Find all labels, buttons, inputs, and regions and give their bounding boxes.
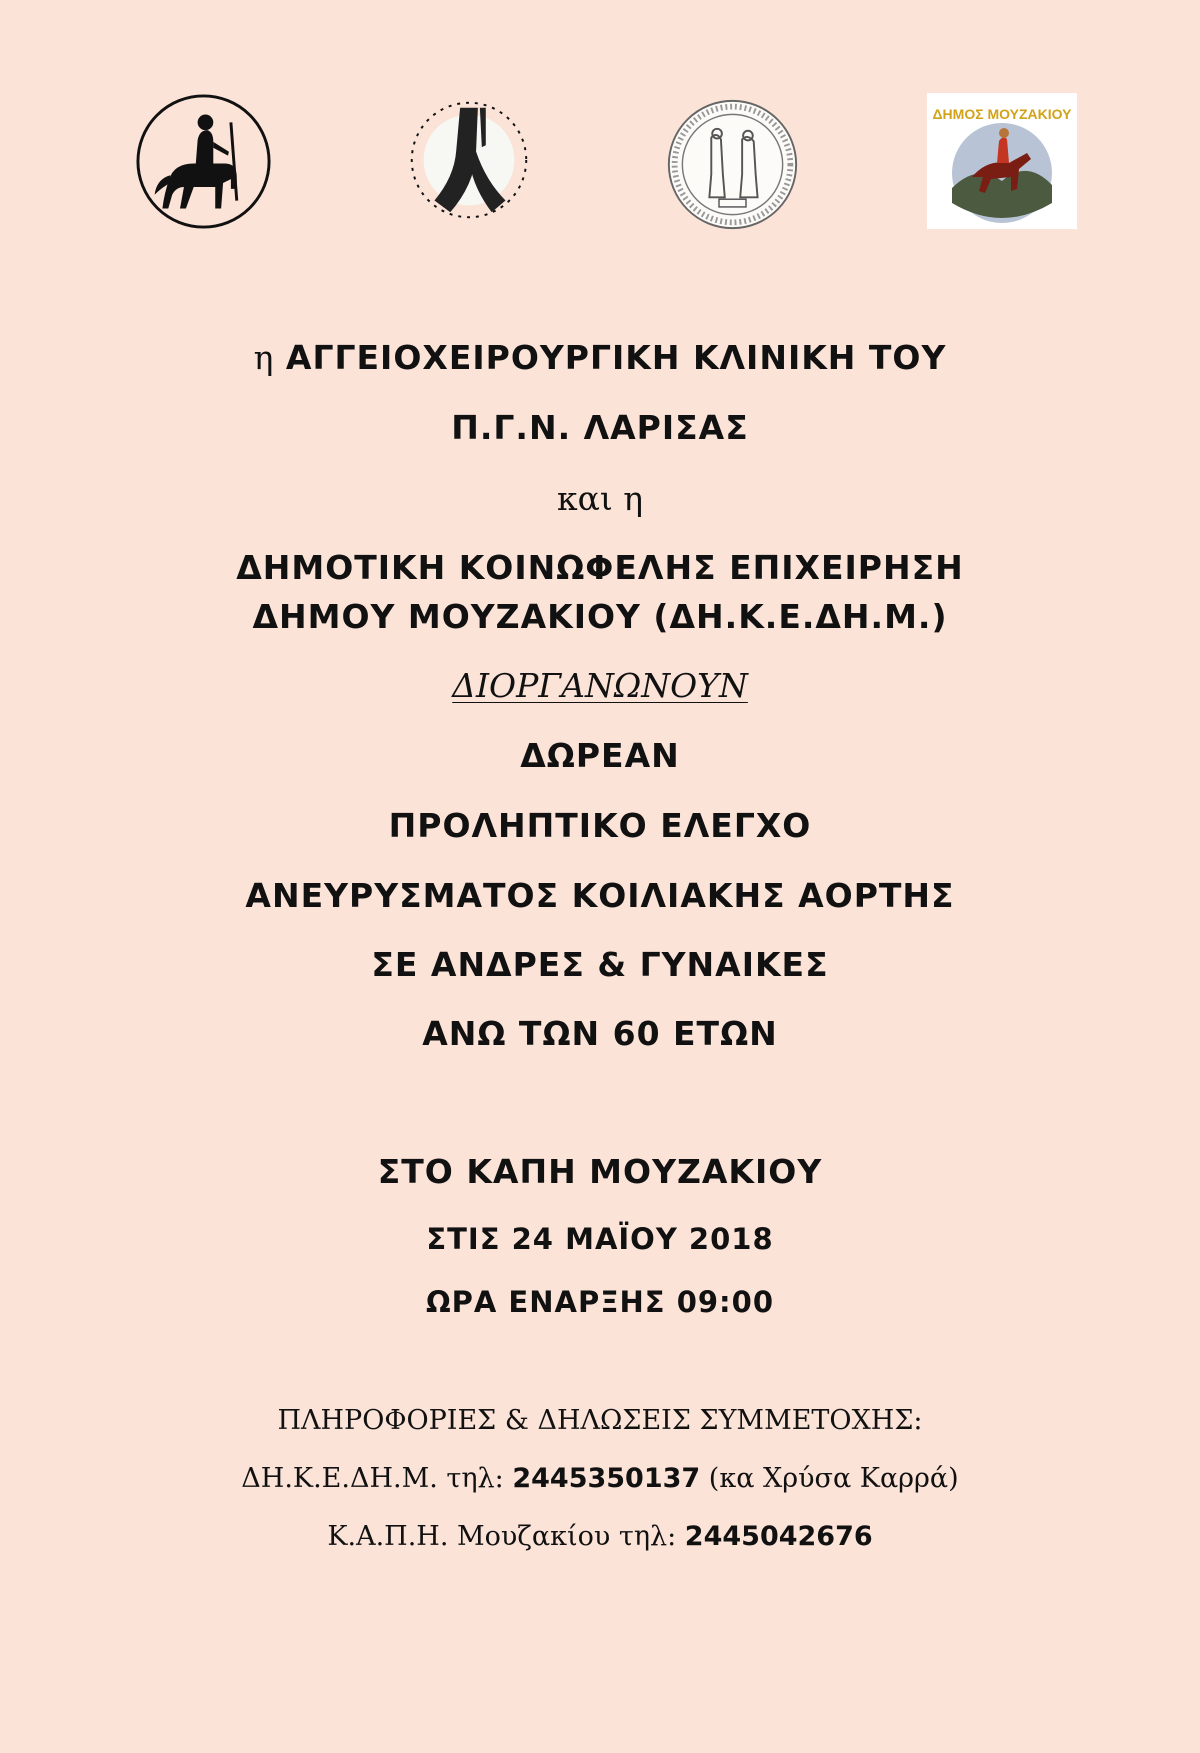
heading-line-1 <box>0 338 1200 377</box>
hospital-name: Π.Γ.Ν. ΛΑΡΙΣΑΣ <box>451 408 749 447</box>
date-label: ΣΤΙΣ 24 ΜΑΪΟΥ 2018 <box>426 1222 774 1256</box>
contact-1-phone: 2445350137 <box>512 1463 701 1494</box>
place-label: ΣΤΟ ΚΑΠΗ ΜΟΥΖΑΚΙΟΥ <box>377 1152 823 1191</box>
organization-name-line-1: ΔΗΜΟΤΙΚΗ ΚΟΙΝΩΦΕΛΗΣ ΕΠΙΧΕΙΡΗΣΗ <box>236 548 964 587</box>
clinic-name: ΑΓΓΕΙΟΧΕΙΡΟΥΡΓΙΚΗ ΚΛΙΝΙΚΗ ΤΟΥ <box>285 338 947 377</box>
svg-text:ΔΗΜΟΣ ΜΟΥΖΑΚΙΟΥ: ΔΗΜΟΣ ΜΟΥΖΑΚΙΟΥ <box>932 106 1072 122</box>
contact-1-note: (κα Χρύσα Καρρά) <box>708 1463 959 1494</box>
connector-text: και η <box>556 479 644 518</box>
contact-1-label: ΔΗ.Κ.Ε.ΔΗ.Μ. τηλ: <box>241 1463 504 1494</box>
contact-line-2 <box>0 1521 1200 1552</box>
university-of-thessaly-centaur-logo <box>135 93 272 230</box>
contact-2-label: Κ.Α.Π.Η. Μουζακίου τηλ: <box>327 1521 677 1552</box>
heading-prefix: η <box>253 338 274 377</box>
contact-line-1 <box>0 1463 1200 1494</box>
contact-2-phone: 2445042676 <box>684 1521 873 1552</box>
time-label: ΩΡΑ ΕΝΑΡΞΗΣ 09:00 <box>425 1285 775 1319</box>
dimos-mouzakiou-logo <box>927 93 1077 229</box>
logo-row <box>0 0 1200 260</box>
check-label: ΠΡΟΛΗΠΤΙΚΟ ΕΛΕΓΧΟ <box>388 806 812 845</box>
condition-label: ΑΝΕΥΡΥΣΜΑΤΟΣ ΚΟΙΛΙΑΚΗΣ ΑΟΡΤΗΣ <box>245 876 955 915</box>
audience-label: ΣΕ ΑΝΔΡΕΣ & ΓΥΝΑΙΚΕΣ <box>371 945 829 984</box>
organization-name-line-2: ΔΗΜΟΥ ΜΟΥΖΑΚΙΟΥ (ΔΗ.Κ.Ε.ΔΗ.Μ.) <box>252 597 948 636</box>
organize-label: ΔΙΟΡΓΑΝΩΝΟΥΝ <box>452 666 748 705</box>
faculty-of-health-sciences-seal <box>665 97 800 232</box>
age-label: ΑΝΩ ΤΩΝ 60 ΕΤΩΝ <box>422 1014 778 1053</box>
info-title: ΠΛΗΡΟΦΟΡΙΕΣ & ΔΗΛΩΣΕΙΣ ΣΥΜΜΕΤΟΧΗΣ: <box>277 1405 923 1436</box>
vascular-surgery-clinic-logo <box>395 86 543 234</box>
free-label: ΔΩΡΕΑΝ <box>520 736 680 775</box>
